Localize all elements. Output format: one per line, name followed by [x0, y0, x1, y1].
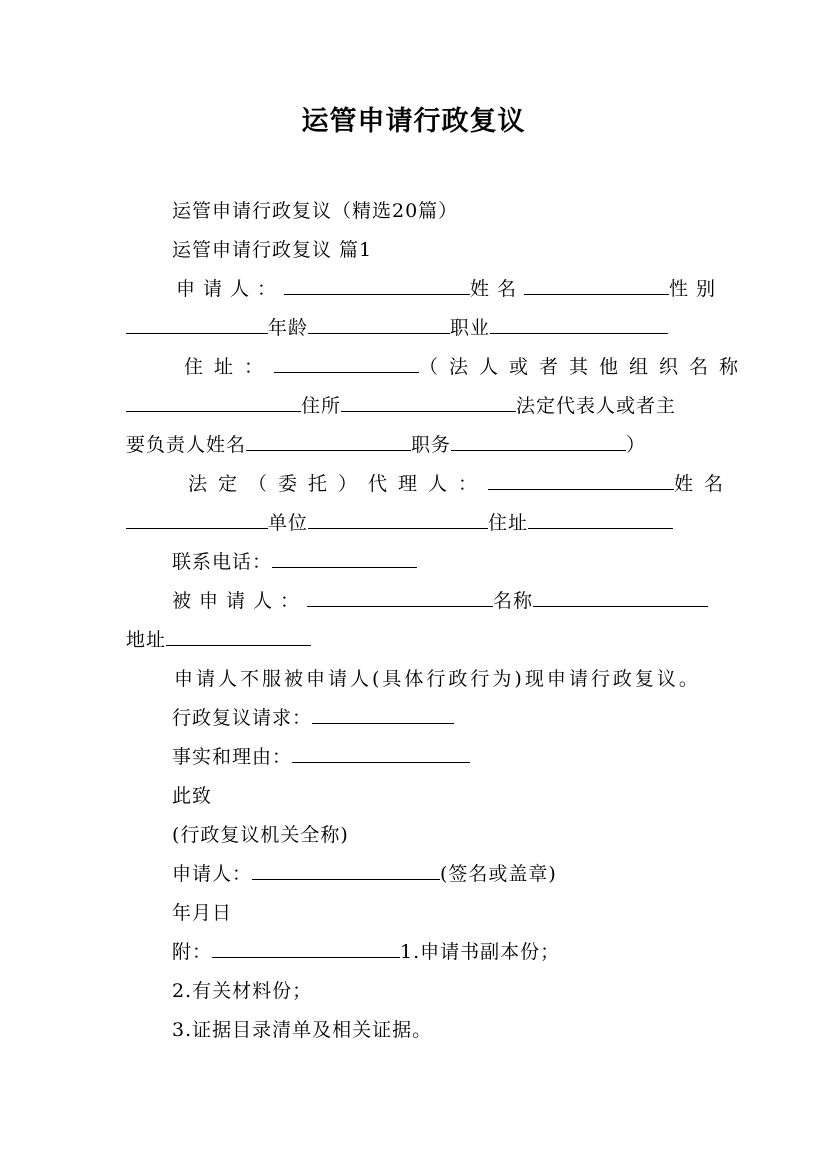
attachment-item-3: 3.证据目录清单及相关证据。 — [172, 1019, 433, 1041]
agent-name-label: 姓名 — [674, 473, 735, 495]
salutation: 此致 — [172, 785, 213, 807]
address-line-1 — [184, 353, 749, 381]
phone-blank — [272, 549, 417, 568]
agent-blank — [488, 471, 674, 490]
gender-label: 性别 — [669, 278, 724, 300]
occupation-label: 职业 — [450, 317, 491, 339]
respondent-label: 被申请人： — [172, 590, 308, 612]
date-line: 年月日 — [172, 902, 233, 924]
statement: 申请人不服被申请人(具体行政行为)现申请行政复议。 — [174, 668, 701, 690]
name-blank — [524, 276, 669, 295]
attachments-label: 附： — [172, 941, 213, 963]
position-label: 职务 — [411, 434, 452, 456]
occupation-blank — [490, 315, 668, 334]
gender-blank — [126, 315, 268, 334]
applicant-line-1 — [176, 275, 723, 303]
document-title: 运管申请行政复议 — [301, 106, 526, 137]
respondent-address-blank — [166, 627, 311, 646]
close-paren: ） — [626, 434, 647, 456]
applicant-blank — [284, 276, 470, 295]
phone-line — [172, 548, 417, 576]
unit-label: 单位 — [268, 512, 309, 534]
residence-blank — [341, 393, 516, 412]
facts-line — [172, 743, 470, 771]
phone-label: 联系电话： — [172, 551, 273, 573]
org-name-label: （法人或者其他组织名称 — [419, 356, 750, 378]
applicant-line-2 — [126, 314, 668, 342]
respondent-line-2 — [126, 626, 311, 654]
age-blank — [308, 315, 450, 334]
legal-rep-label: 法定代表人或者主 — [516, 395, 677, 417]
request-blank — [312, 705, 454, 724]
facts-label: 事实和理由： — [172, 746, 293, 768]
agent-line-2 — [126, 509, 673, 537]
position-blank — [451, 432, 626, 451]
attachment-item-2: 2.有关材料份； — [172, 980, 313, 1002]
signature-blank — [252, 861, 440, 880]
address-line-3 — [126, 431, 646, 459]
signature-label: 申请人： — [172, 863, 253, 885]
age-label: 年龄 — [268, 317, 309, 339]
respondent-name-label: 名称 — [493, 590, 534, 612]
signature-line — [172, 860, 557, 888]
agent-address-label: 住址 — [488, 512, 529, 534]
name-label: 姓名 — [470, 278, 525, 300]
facts-blank — [292, 744, 470, 763]
request-line — [172, 704, 454, 732]
principal-label: 要负责人姓名 — [126, 434, 247, 456]
respondent-blank — [307, 588, 493, 607]
respondent-address-label: 地址 — [126, 629, 167, 651]
document-subtitle: 运管申请行政复议（精选20篇） — [172, 200, 459, 222]
attachments-line-1 — [172, 938, 560, 966]
attachment-item-1: 1.申请书副本份； — [400, 941, 561, 963]
residence-label: 住所 — [301, 395, 342, 417]
applicant-label: 申请人： — [176, 278, 285, 300]
section-heading: 运管申请行政复议 篇1 — [172, 239, 373, 261]
address-blank — [274, 354, 419, 373]
respondent-name-blank — [533, 588, 708, 607]
agent-address-blank — [528, 510, 673, 529]
signature-note: (签名或盖章) — [440, 863, 557, 885]
respondent-line-1 — [172, 587, 708, 615]
address-line-2 — [126, 392, 676, 420]
authority-name: (行政复议机关全称) — [172, 824, 349, 846]
agent-line-1 — [188, 470, 734, 498]
address-label: 住址： — [184, 356, 275, 378]
request-label: 行政复议请求： — [172, 707, 313, 729]
unit-blank — [308, 510, 488, 529]
agent-name-blank — [126, 510, 268, 529]
attachments-blank — [212, 939, 400, 958]
org-name-blank — [126, 393, 301, 412]
principal-blank — [246, 432, 411, 451]
agent-label: 法定（委托）代理人： — [188, 473, 489, 495]
